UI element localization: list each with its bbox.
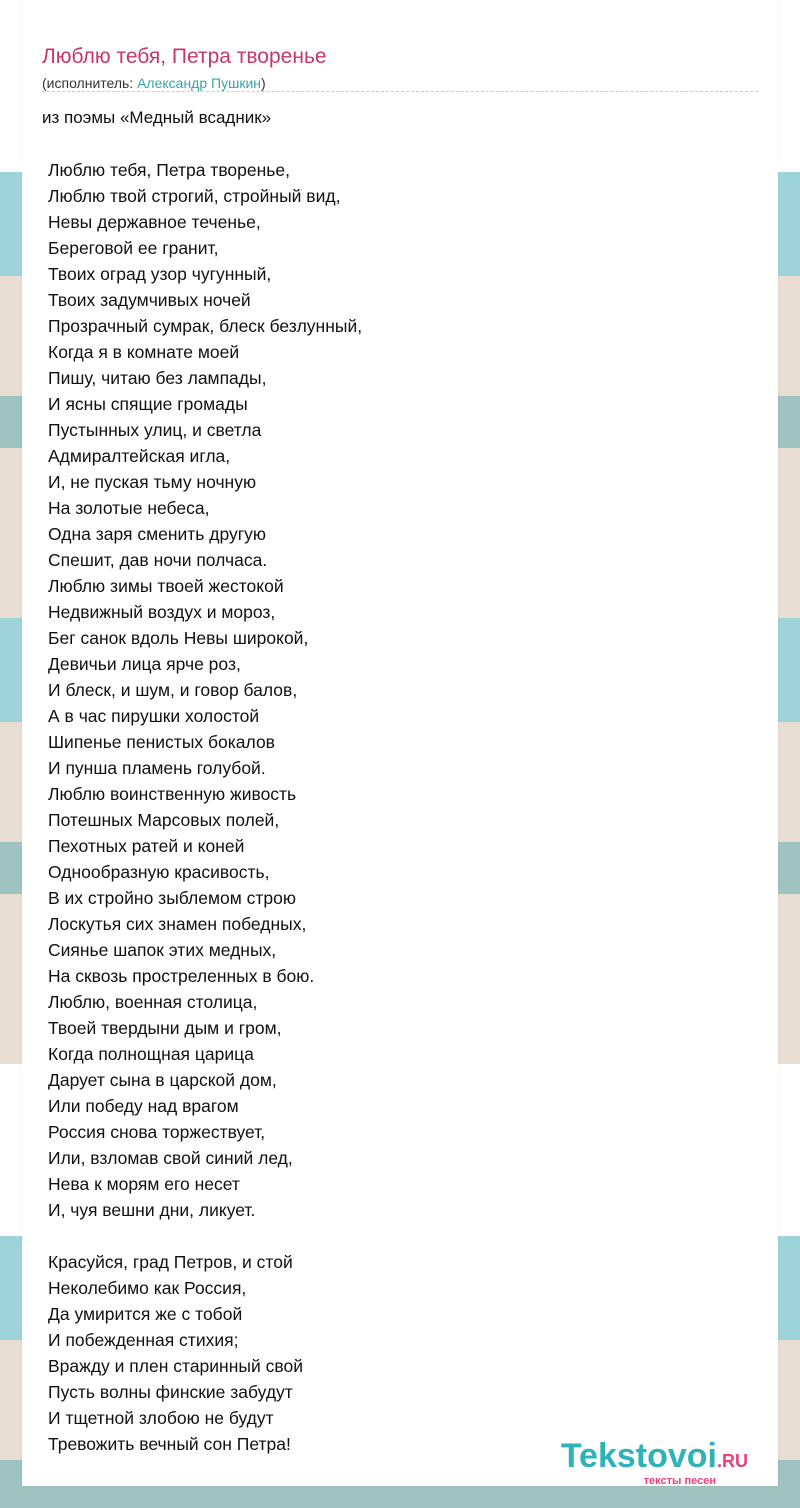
stanza-break — [48, 1223, 362, 1249]
lyric-line: Твоей твердыни дым и гром, — [48, 1018, 282, 1038]
lyric-line: Дарует сына в царской дом, — [48, 1070, 277, 1090]
lyric-line: В их стройно зыблемом строю — [48, 888, 296, 908]
lyric-line: И блеск, и шум, и говор балов, — [48, 680, 298, 700]
lyric-line: Потешных Марсовых полей, — [48, 810, 280, 830]
lyric-line: И, чуя вешни дни, ликует. — [48, 1200, 256, 1220]
logo-tagline: тексты песен — [643, 1475, 716, 1487]
lyric-line: Люблю твой строгий, стройный вид, — [48, 186, 341, 206]
lyric-line: Люблю, военная столица, — [48, 992, 258, 1012]
lyric-line: Вражду и плен старинный свой — [48, 1356, 303, 1376]
song-title: Люблю тебя, Петра творенье — [42, 45, 327, 68]
lyric-line: И тщетной злобою не будут — [48, 1408, 274, 1428]
lyric-line: На сквозь простреленных в бою. — [48, 966, 315, 986]
lyric-line: Спешит, дав ночи полчаса. — [48, 550, 268, 570]
lyric-line: Лоскутья сих знамен победных, — [48, 914, 307, 934]
lyric-line: А в час пирушки холостой — [48, 706, 260, 726]
lyric-line: Нева к морям его несет — [48, 1174, 240, 1194]
lyric-line: Недвижный воздух и мороз, — [48, 602, 276, 622]
poem-source: из поэмы «Медный всадник» — [42, 108, 272, 127]
lyric-line: Твоих задумчивых ночей — [48, 290, 251, 310]
lyric-line: Прозрачный сумрак, блеск безлунный, — [48, 316, 363, 336]
lyric-line: Одна заря сменить другую — [48, 524, 267, 544]
artist-link[interactable]: Александр Пушкин — [137, 75, 262, 91]
performer-prefix: (исполнитель: — [42, 75, 138, 91]
lyric-line: Пусть волны финские забудут — [48, 1382, 293, 1402]
lyric-line: Твоих оград узор чугунный, — [48, 264, 272, 284]
performer-suffix: ) — [261, 75, 266, 91]
logo-tld: .RU — [717, 1451, 748, 1471]
lyric-line: И побежденная стихия; — [48, 1330, 239, 1350]
lyric-line: Пехотных ратей и коней — [48, 836, 245, 856]
site-logo[interactable] — [561, 1438, 748, 1487]
lyric-line: Невы державное теченье, — [48, 212, 261, 232]
lyric-line: Россия снова торжествует, — [48, 1122, 266, 1142]
lyric-line: И ясны спящие громады — [48, 394, 248, 414]
lyrics-text — [48, 157, 362, 1457]
lyric-line: Люблю зимы твоей жестокой — [48, 576, 284, 596]
logo-wordmark — [561, 1438, 748, 1479]
lyric-line: Когда полнощная царица — [48, 1044, 254, 1064]
lyric-line: На золотые небеса, — [48, 498, 210, 518]
lyric-line: Тревожить вечный сон Петра! — [48, 1434, 291, 1454]
lyric-line: Люблю воинственную живость — [48, 784, 297, 804]
lyric-line: Или, взломав свой синий лед, — [48, 1148, 293, 1168]
content-panel — [22, 0, 778, 1486]
lyric-line: Да умирится же с тобой — [48, 1304, 243, 1324]
lyric-line: Красуйся, град Петров, и стой — [48, 1252, 293, 1272]
lyric-line: Однообразную красивость, — [48, 862, 270, 882]
lyric-line: Шипенье пенистых бокалов — [48, 732, 275, 752]
lyric-line: Пишу, читаю без лампады, — [48, 368, 267, 388]
lyric-line: Адмиралтейская игла, — [48, 446, 231, 466]
lyric-line: И пунша пламень голубой. — [48, 758, 266, 778]
lyric-line: И, не пуская тьму ночную — [48, 472, 257, 492]
header-divider — [42, 91, 758, 92]
performer-line — [42, 74, 758, 92]
lyric-line: Девичьи лица ярче роз, — [48, 654, 241, 674]
lyric-line: Сиянье шапок этих медных, — [48, 940, 277, 960]
lyric-line: Бег санок вдоль Невы широкой, — [48, 628, 309, 648]
lyric-line: Пустынных улиц, и светла — [48, 420, 262, 440]
lyric-line: Люблю тебя, Петра творенье, — [48, 160, 291, 180]
lyric-line: Когда я в комнате моей — [48, 342, 240, 362]
song-header — [42, 44, 758, 92]
lyric-line: Неколебимо как Россия, — [48, 1278, 247, 1298]
lyric-line: Береговой ее гранит, — [48, 238, 219, 258]
lyric-line: Или победу над врагом — [48, 1096, 239, 1116]
logo-brand: Tekstovoi — [560, 1437, 717, 1475]
